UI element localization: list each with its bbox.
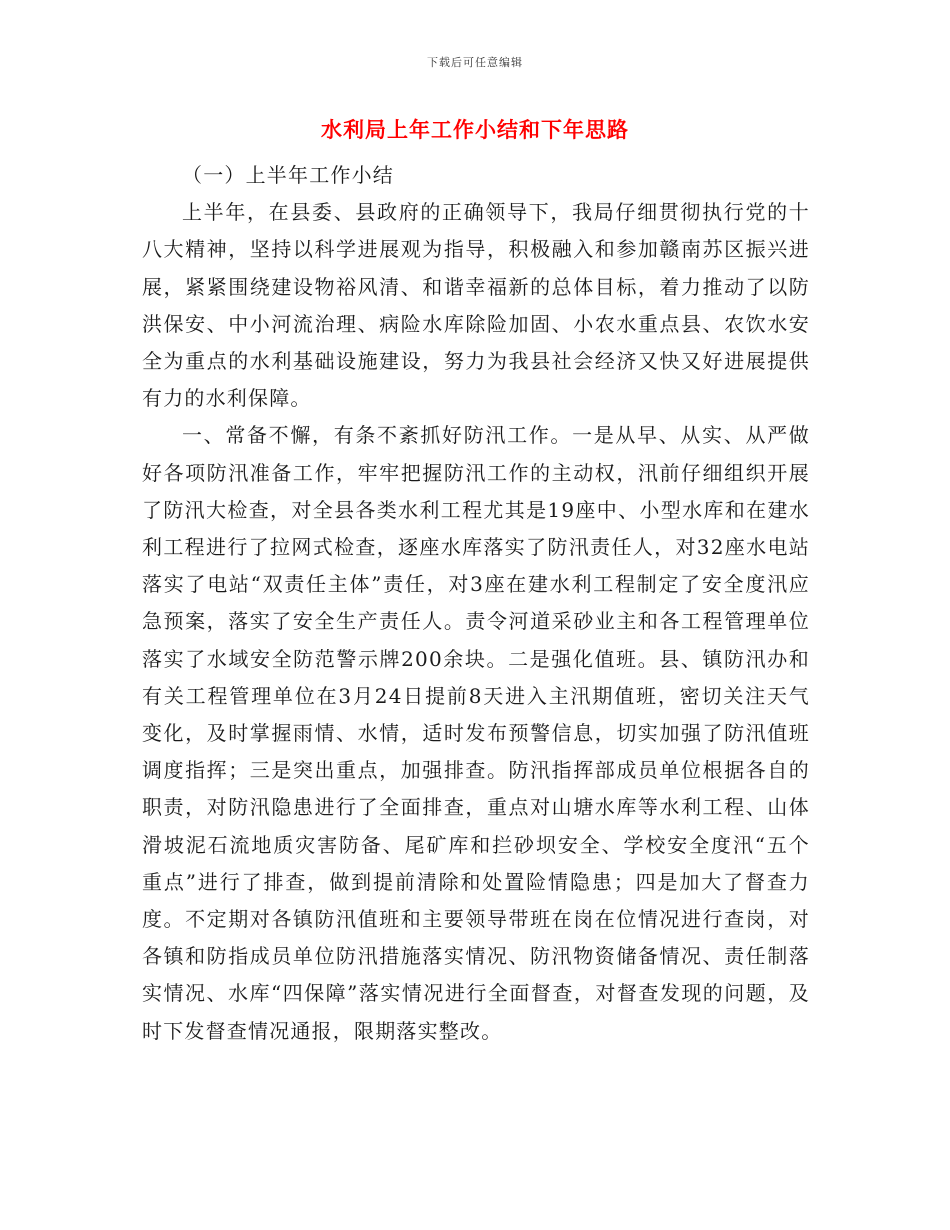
section-heading: （一）上半年工作小结 [182,163,394,187]
paragraph-intro: 上半年，在县委、县政府的正确领导下，我局仔细贯彻执行党的十八大精神，坚持以科学进展观为指导，积极融入和参加赣南苏区振兴进展，紧紧围绕建设物裕风清、和谐幸福新的总体目标，着力推动了以防洪保安、中小河流治理、病险水库除险加固、小农水重点县、农饮水安全为重点的水利基础设施建设，努力为我县社会经济又快又好进展提供有力的水利保障。 [142,200,810,411]
header-note: 下载后可任意编辑 [427,56,523,69]
document-title: 水利局上年工作小结和下年思路 [321,117,629,142]
paragraph-flood-control: 一、常备不懈，有条不紊抓好防汛工作。一是从早、从实、从严做好各项防汛准备工作，牢牢把握防汛工作的主动权，汛前仔细组织开展了防汛大检查，对全县各类水利工程尤其是19座中、小型水库和在建水利工程进行了拉网式检查，逐座水库落实了防汛责任人，对32座水电站落实了电站“双责任主体”责任，对3座在建水利工程制定了安全度汛应急预案，落实了安全生产责任人。责令河道采砂业主和各工程管理单位落实了水域安全防范警示牌200余块。二是强化值班。县、镇防汛办和有关工程管理单位在3月24日提前8天进入主汛期值班，密切关注天气变化，及时掌握雨情、水情，适时发布预警信息，切实加强了防汛值班调度指挥；三是突出重点，加强排查。防汛指挥部成员单位根据各自的职责，对防汛隐患进行了全面排查，重点对山塘水库等水利工程、山体滑坡泥石流地质灾害防备、尾矿库和拦砂坝安全、学校安全度汛“五个重点”进行了排查，做到提前清除和处置险情隐患；四是加大了督查力度。不定期对各镇防汛值班和主要领导带班在岗在位情况进行查岗，对各镇和防指成员单位防汛措施落实情况、防汛物资储备情况、责任制落实情况、水库“四保障”落实情况进行全面督查，对督查发现的问题，及时下发督查情况通报，限期落实整改。 [142,423,810,1043]
document-body [142,157,810,1050]
